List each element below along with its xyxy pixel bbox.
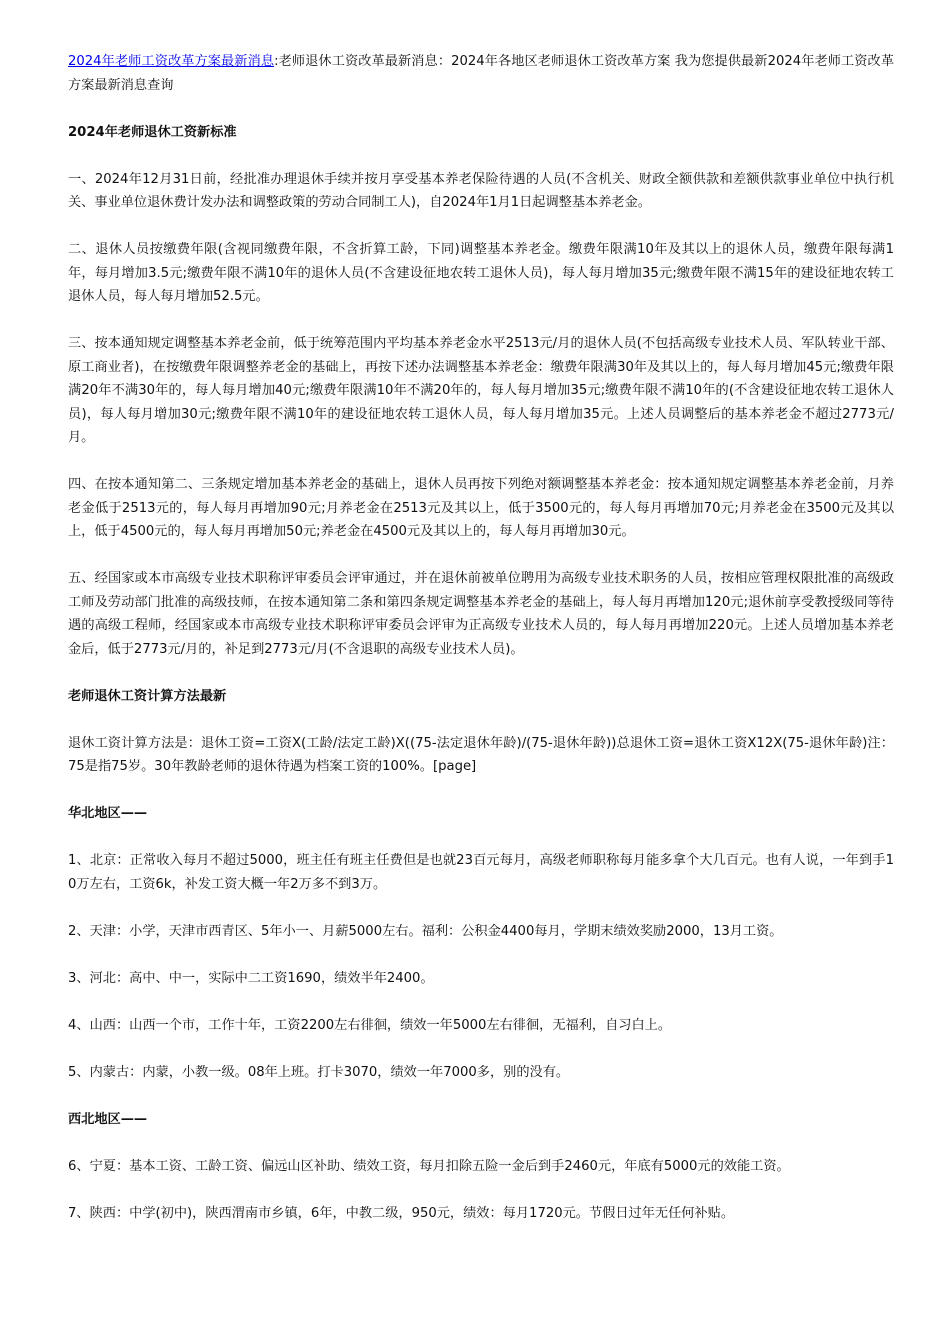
standard-paragraph-1: 一、2024年12月31日前，经批准办理退休手续并按月享受基本养老保险待遇的人员(不含机关、财政全额供款和差额供款事业单位中执行机关、事业单位退休费计发办法和调整政策的劳动合同制工人)，自2024年1月1日起调整基本养老金。 <box>68 171 894 210</box>
section-heading-new-standard: 2024年老师退休工资新标准 <box>68 124 237 140</box>
region-item-shanxi: 4、山西：山西一个市，工作十年，工资2200左右徘徊，绩效一年5000左右徘徊，无福利，自习白上。 <box>68 1017 672 1033</box>
intro-paragraph <box>68 50 894 97</box>
standard-paragraph-2: 二、退休人员按缴费年限(含视同缴费年限，不含折算工龄，下同)调整基本养老金。缴费年限满10年及其以上的退休人员，缴费年限每满1年，每月增加3.5元;缴费年限不满10年的退休人员(不含建设征地农转工退休人员)，每人每月增加35元;缴费年限不满15年的建设征地农转工退休人员，每人每月增加52.5元。 <box>68 242 894 304</box>
region-item-beijing: 1、北京：正常收入每月不超过5000，班主任有班主任费但是也就23百元每月，高级老师职称每月能多拿个大几百元。也有人说，一年到手10万左右，工资6k，补发工资大概一年2万多不到3万。 <box>68 853 894 892</box>
standard-paragraph-5: 五、经国家或本市高级专业技术职称评审委员会评审通过，并在退休前被单位聘用为高级专业技术职务的人员，按相应管理权限批准的高级政工师及劳动部门批准的高级技师，在按本通知第二条和第四条规定调整基本养老金的基础上，每人每月再增加120元;退休前享受教授级同等待遇的高级工程师，经国家或本市高级专业技术职称评审委员会评审为正高级专业技术人员的，每人每月再增加220元。上述人员增加基本养老金后，低于2773元/月的，补足到2773元/月(不含退职的高级专业技术人员)。 <box>68 571 894 657</box>
region-item-tianjin: 2、天津：小学，天津市西青区、5年小一、月薪5000左右。福利：公积金4400每月，学期末绩效奖励2000，13月工资。 <box>68 923 783 939</box>
region-item-shaanxi: 7、陕西：中学(初中)，陕西渭南市乡镇，6年，中教二级，950元，绩效：每月1720元。节假日过年无任何补贴。 <box>68 1205 735 1221</box>
section-heading-calculation: 老师退休工资计算方法最新 <box>68 688 227 704</box>
region-item-ningxia: 6、宁夏：基本工资、工龄工资、偏远山区补助、绩效工资，每月扣除五险一金后到手2460元，年底有5000元的效能工资。 <box>68 1158 790 1174</box>
standard-paragraph-3: 三、按本通知规定调整基本养老金前，低于统筹范围内平均基本养老金水平2513元/月的退休人员(不包括高级专业技术人员、军队转业干部、原工商业者)，在按缴费年限调整养老金的基础上，再按下述办法调整基本养老金：缴费年限满30年及其以上的，每人每月增加45元;缴费年限满20年不满30年的，每人每月增加40元;缴费年限满10年不满20年的，每人每月增加35元;缴费年限不满10年的(不含建设征地农转工退休人员)，每人每月增加30元;缴费年限不满10年的建设征地农转工退休人员，每人每月增加35元。上述人员调整后的基本养老金不超过2773元/月。 <box>68 336 894 445</box>
intro-text: :老师退休工资改革最新消息：2024年各地区老师退休工资改革方案 我为您提供最新2024年老师工资改革方案最新消息查询 <box>68 54 894 93</box>
standard-paragraph-4: 四、在按本通知第二、三条规定增加基本养老金的基础上，退休人员再按下列绝对额调整基本养老金：按本通知规定调整基本养老金前，月养老金低于2513元的，每人每月再增加90元;月养老金在2513元及其以上，低于3500元的，每人每月再增加70元;月养老金在3500元及其以上，低于4500元的，每人每月再增加50元;养老金在4500元及其以上的，每人每月再增加30元。 <box>68 477 894 539</box>
article-title-link[interactable]: 2024年老师工资改革方案最新消息 <box>68 54 275 69</box>
region-item-inner-mongolia: 5、内蒙古：内蒙，小教一级。08年上班。打卡3070，绩效一年7000多，别的没有。 <box>68 1064 570 1080</box>
calculation-paragraph: 退休工资计算方法是：退休工资=工资X(工龄/法定工龄)X((75-法定退休年龄)/(75-退休年龄))总退休工资=退休工资X12X(75-退休年龄)注：75是指75岁。30年教龄老师的退休待遇为档案工资的100%。[page] <box>68 735 894 774</box>
section-heading-northwest: 西北地区—— <box>68 1111 148 1127</box>
article <box>68 50 894 1249</box>
section-heading-north-china: 华北地区—— <box>68 806 148 821</box>
region-item-hebei: 3、河北：高中、中一，实际中二工资1690，绩效半年2400。 <box>68 970 434 986</box>
